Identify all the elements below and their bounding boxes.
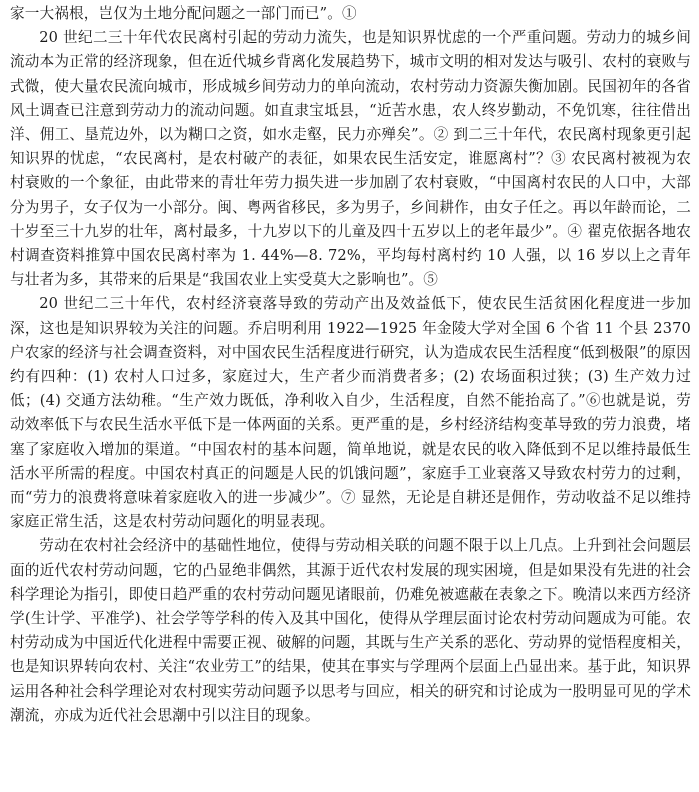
paragraph-rural-exodus: 20 世纪二三十年代农民离村引起的劳动力流失，也是知识界忧虑的一个严重问题。劳动力的城乡间流动本为正常的经济现象，但在近代城乡背离化发展趋势下，城市文明的相对发达与吸引、农村的衰败与式微，使大量农民流向城市，形成城乡间劳动力的单向流动，农村劳动力资源失衡加剧。民国初年的各省风土调查已注意到劳动力的流动问题。如直隶宝坻县，“近苦水患，农人终岁勤动，不免饥寒，往往借出洋、佣工、垦荒边外，以为糊口之资，如水走壑，民力亦殚矣”。② 到二三十年代，农民离村现象更引起知识界的忧虑，“农民离村，是农村破产的表征，如果农民生活安定，谁愿离村”？③ 农民离村被视为农村衰败的一个象征，由此带来的青壮年劳力损失进一步加剧了农村衰败，“中国离村农民的人口中，大部分为男子，女子仅为一小部分。闽、粤两省移民，多为男子，乡间耕作，由女子任之。再以年龄而论，二十岁至三十九岁的壮年，离村最多，十九岁以下的儿童及四十五岁以上的老年最少”。④ 翟克依据各地农村调查资料推算中国农民离村率为 1. 44%—8. 72%，平均每村离村约 10 人强，以 16 岁以上之青年与壮者为多，其带来的后果是“我国农业上实受莫大之影响也”。⑤: [10, 29, 691, 289]
paragraph-living-standard: 20 世纪二三十年代，农村经济衰落导致的劳动产出及效益低下，使农民生活贫困化程度进一步加深，这也是知识界较为关注的问题。乔启明利用 1922—1925 年金陵大学对全国 6 个省 11 个县 2370 户农家的经济与社会调查资料，对中国农民生活程度进行研究，认为造成农民生活程度“低到极限”的原因约有四种：(1) 农村人口过多，家庭过大，生产者少而消费者多；(2) 农场面积过狭；(3) 生产效力过低；(4) 交通方法幼稚。“生产效力既低，净利收入自少，生活程度，自然不能抬高了。”⑥也就是说，劳动效率低下与农民生活水平低下是一体两面的关系。更严重的是，乡村经济结构变革导致的劳力浪费，堵塞了家庭收入增加的渠道。“中国农村的基本问题，简单地说，就是农民的收入降低到不足以维持最低生活水平所需的程度。中国农村真正的问题是人民的饥饿问题”，家庭手工业衰落又导致农村劳力的过剩，而“劳力的浪费将意味着家庭收入的进一步减少”。⑦ 显然，无论是自耕还是佣作，劳动收益不足以维持家庭正常生活，这是农村劳动问题化的明显表现。: [10, 295, 691, 531]
paragraph-continuation: 家一大祸根，岂仅为土地分配问题之一部门而已”。①: [10, 5, 357, 22]
paragraph-labor-issue-theory: 劳动在农村社会经济中的基础性地位，使得与劳动相关联的问题不限于以上几点。上升到社会问题层面的近代农村劳动问题，它的凸显绝非偶然，其源于近代农村发展的现实困境，但是如果没有先进的社会科学理论为指引，即使日趋严重的农村劳动问题见诸眼前，仍难免被遮蔽在表象之下。晚清以来西方经济学(生计学、平准学)、社会学等学科的传入及其中国化，使得从学理层面讨论农村劳动问题成为可能。农村劳动成为中国近代化进程中需要正视、破解的问题，其既与生产关系的恶化、劳动界的觉悟程度相关，也是知识界转向农村、关注“农业劳工”的结果，使其在事实与学理两个层面上凸显出来。基于此，知识界运用各种社会科学理论对农村现实劳动问题予以思考与回应，相关的研究和讨论成为一股明显可见的学术潮流，亦成为近代社会思潮中引以注目的现象。: [10, 537, 691, 724]
